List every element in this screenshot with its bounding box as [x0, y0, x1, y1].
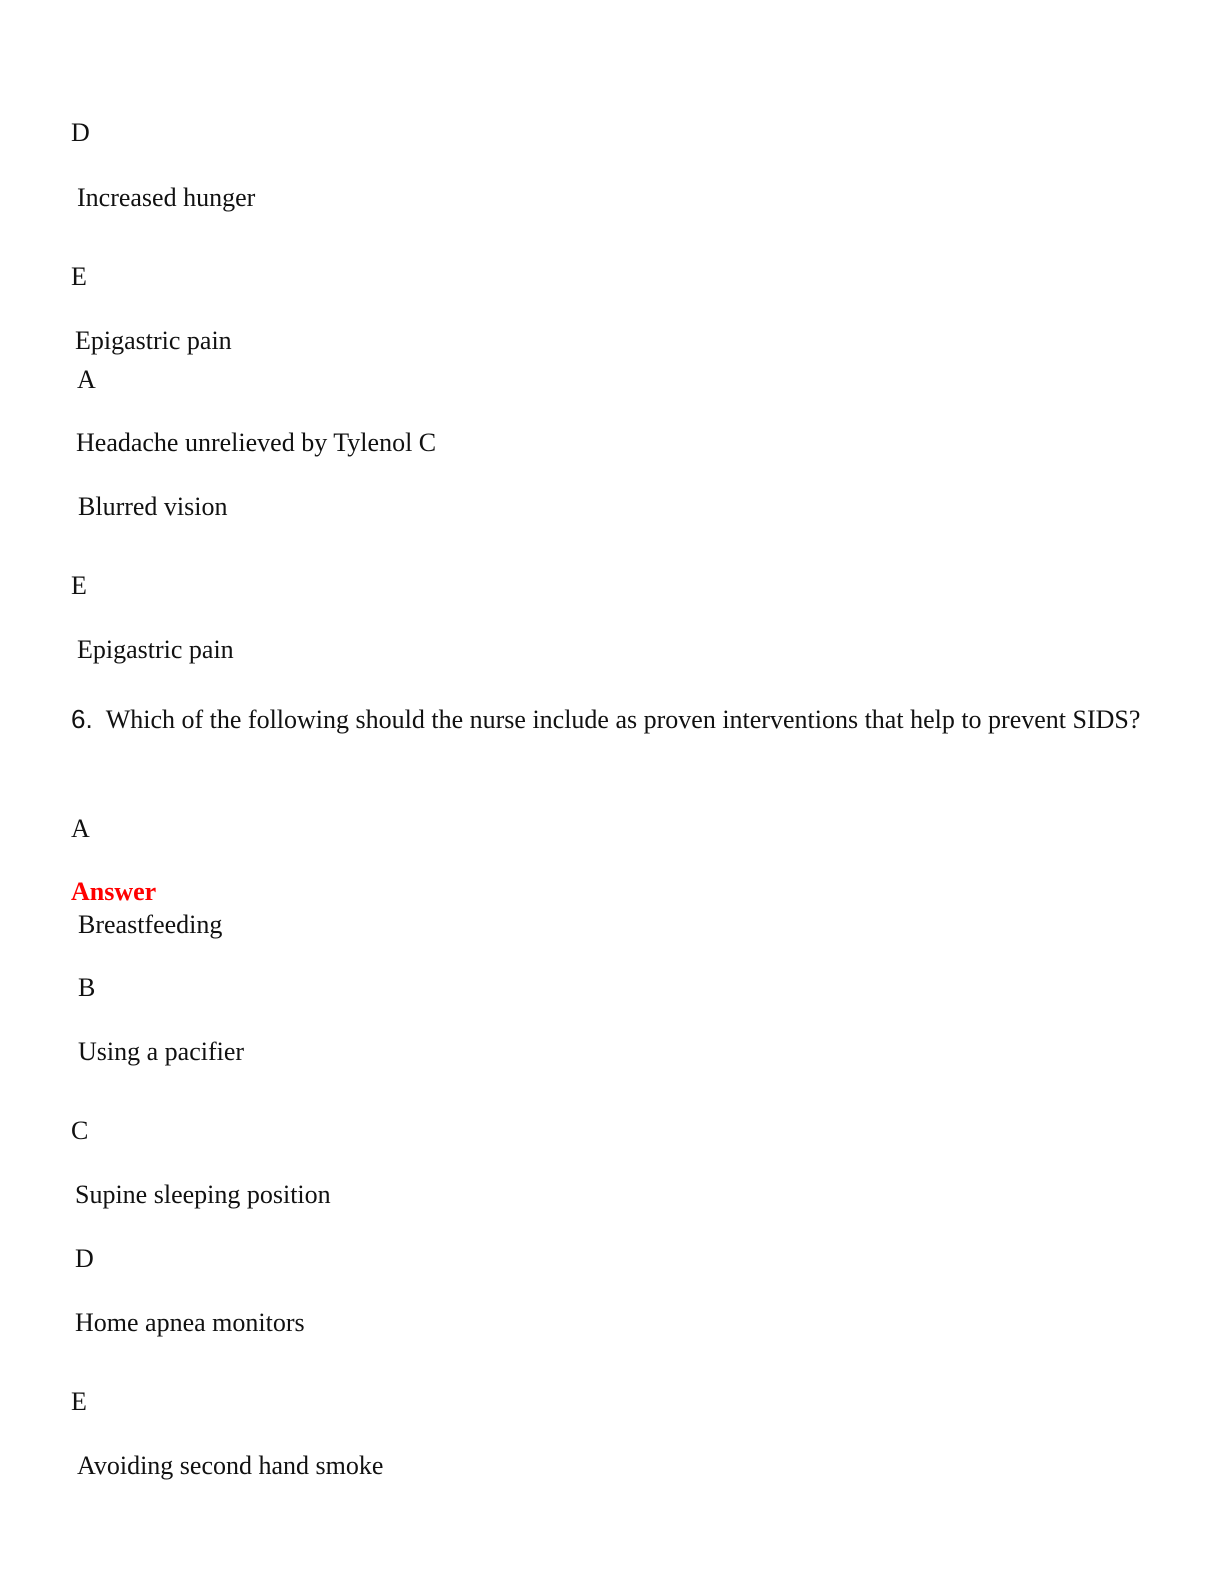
option-text-blurred-vision: Blurred vision	[78, 492, 228, 521]
question-text: Which of the following should the nurse include as proven interventions that help to prevent SIDS?	[105, 705, 1141, 734]
option-text-avoiding-smoke: Avoiding second hand smoke	[77, 1451, 384, 1480]
option-text-epigastric-pain: Epigastric pain	[75, 326, 232, 355]
option-letter-a: A	[71, 814, 90, 843]
option-letter-c: C	[71, 1116, 89, 1145]
option-text-supine-sleeping: Supine sleeping position	[75, 1180, 331, 1209]
option-text-epigastric-pain: Epigastric pain	[77, 635, 234, 664]
option-text-using-pacifier: Using a pacifier	[78, 1037, 245, 1066]
answer-label: Answer	[71, 877, 157, 906]
question-6	[71, 704, 1161, 735]
option-text-increased-hunger: Increased hunger	[77, 183, 256, 212]
option-letter-d: D	[75, 1244, 94, 1273]
option-letter-e: E	[71, 1387, 87, 1416]
option-text-breastfeeding: Breastfeeding	[78, 910, 223, 939]
option-letter-e: E	[71, 262, 87, 291]
option-text-home-apnea: Home apnea monitors	[75, 1308, 305, 1337]
option-letter-a: A	[77, 365, 96, 394]
option-text-headache: Headache unrelieved by Tylenol C	[76, 428, 437, 457]
option-letter-e: E	[71, 571, 87, 600]
question-number: 6.	[71, 704, 93, 734]
option-letter-d: D	[71, 118, 90, 147]
option-letter-b: B	[78, 973, 96, 1002]
